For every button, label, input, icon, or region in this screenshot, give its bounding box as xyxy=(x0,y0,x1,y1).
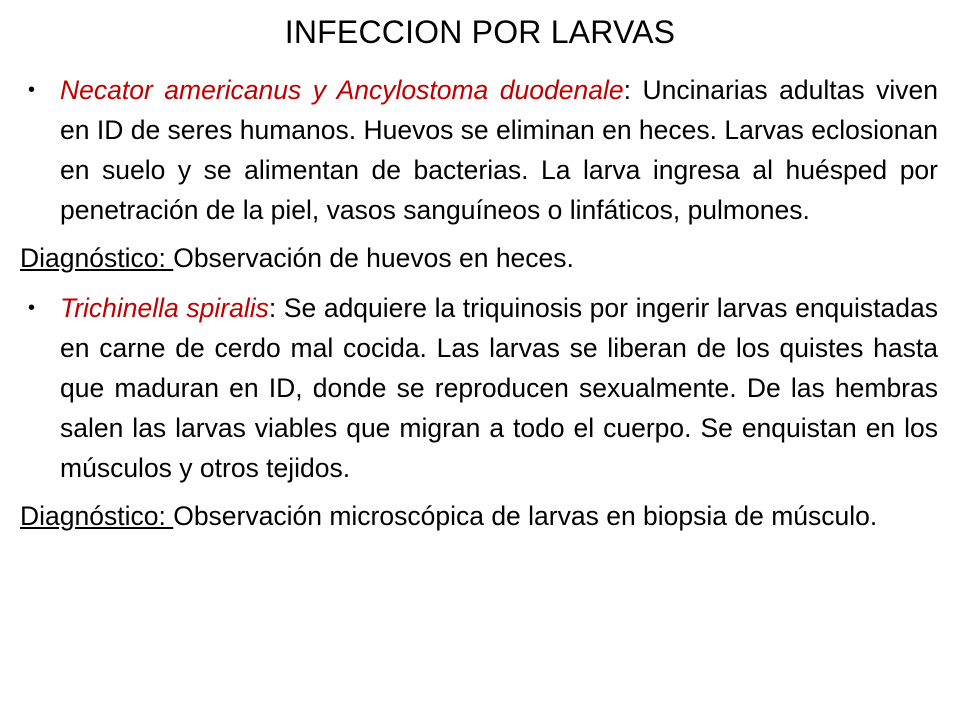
bullet-trichinella xyxy=(20,288,938,488)
species-necator: Necator americanus xyxy=(60,75,302,105)
species-trichinella: Trichinella spiralis xyxy=(60,293,269,323)
species-ancylostoma: Ancylostoma duodenale xyxy=(336,75,624,105)
diagnosis-label: Diagnóstico: xyxy=(20,501,174,531)
bullet-dot-icon: • xyxy=(28,79,36,101)
species-colon: : xyxy=(623,75,631,105)
bullet-hookworm-text xyxy=(60,70,938,230)
diagnosis-trichinella xyxy=(20,496,938,536)
trichinella-description: Se adquiere la triquinosis por ingerir larvas enquistadas en carne de cerdo mal cocida. Las larvas se liberan de los quistes hasta que maduran en ID, donde se reproducen sexualmente. De las hembras salen las larvas viables que migran a todo el cuerpo. Se enquistan en los músculos y otros tejidos. xyxy=(60,293,938,483)
hookworm-description: Uncinarias adultas viven en ID de seres humanos. Huevos se eliminan en heces. Larvas eclosionan en suelo y se alimentan de bacterias. La larva ingresa al huésped por penetración de la piel, vasos sanguíneos o linfáticos, pulmones. xyxy=(60,75,939,225)
diagnosis-text: Observación de huevos en heces. xyxy=(173,243,574,273)
slide-body xyxy=(20,70,938,546)
bullet-trichinella-text xyxy=(60,288,938,488)
slide-title: INFECCION POR LARVAS xyxy=(284,14,676,50)
species-connector: y xyxy=(301,75,337,105)
bullet-dot-icon: • xyxy=(28,297,36,319)
species-colon: : xyxy=(268,293,277,323)
bullet-hookworm xyxy=(20,70,938,230)
diagnosis-label: Diagnóstico: xyxy=(20,243,174,273)
diagnosis-hookworm xyxy=(20,238,938,278)
diagnosis-text: Observación microscópica de larvas en biopsia de músculo. xyxy=(173,501,878,531)
